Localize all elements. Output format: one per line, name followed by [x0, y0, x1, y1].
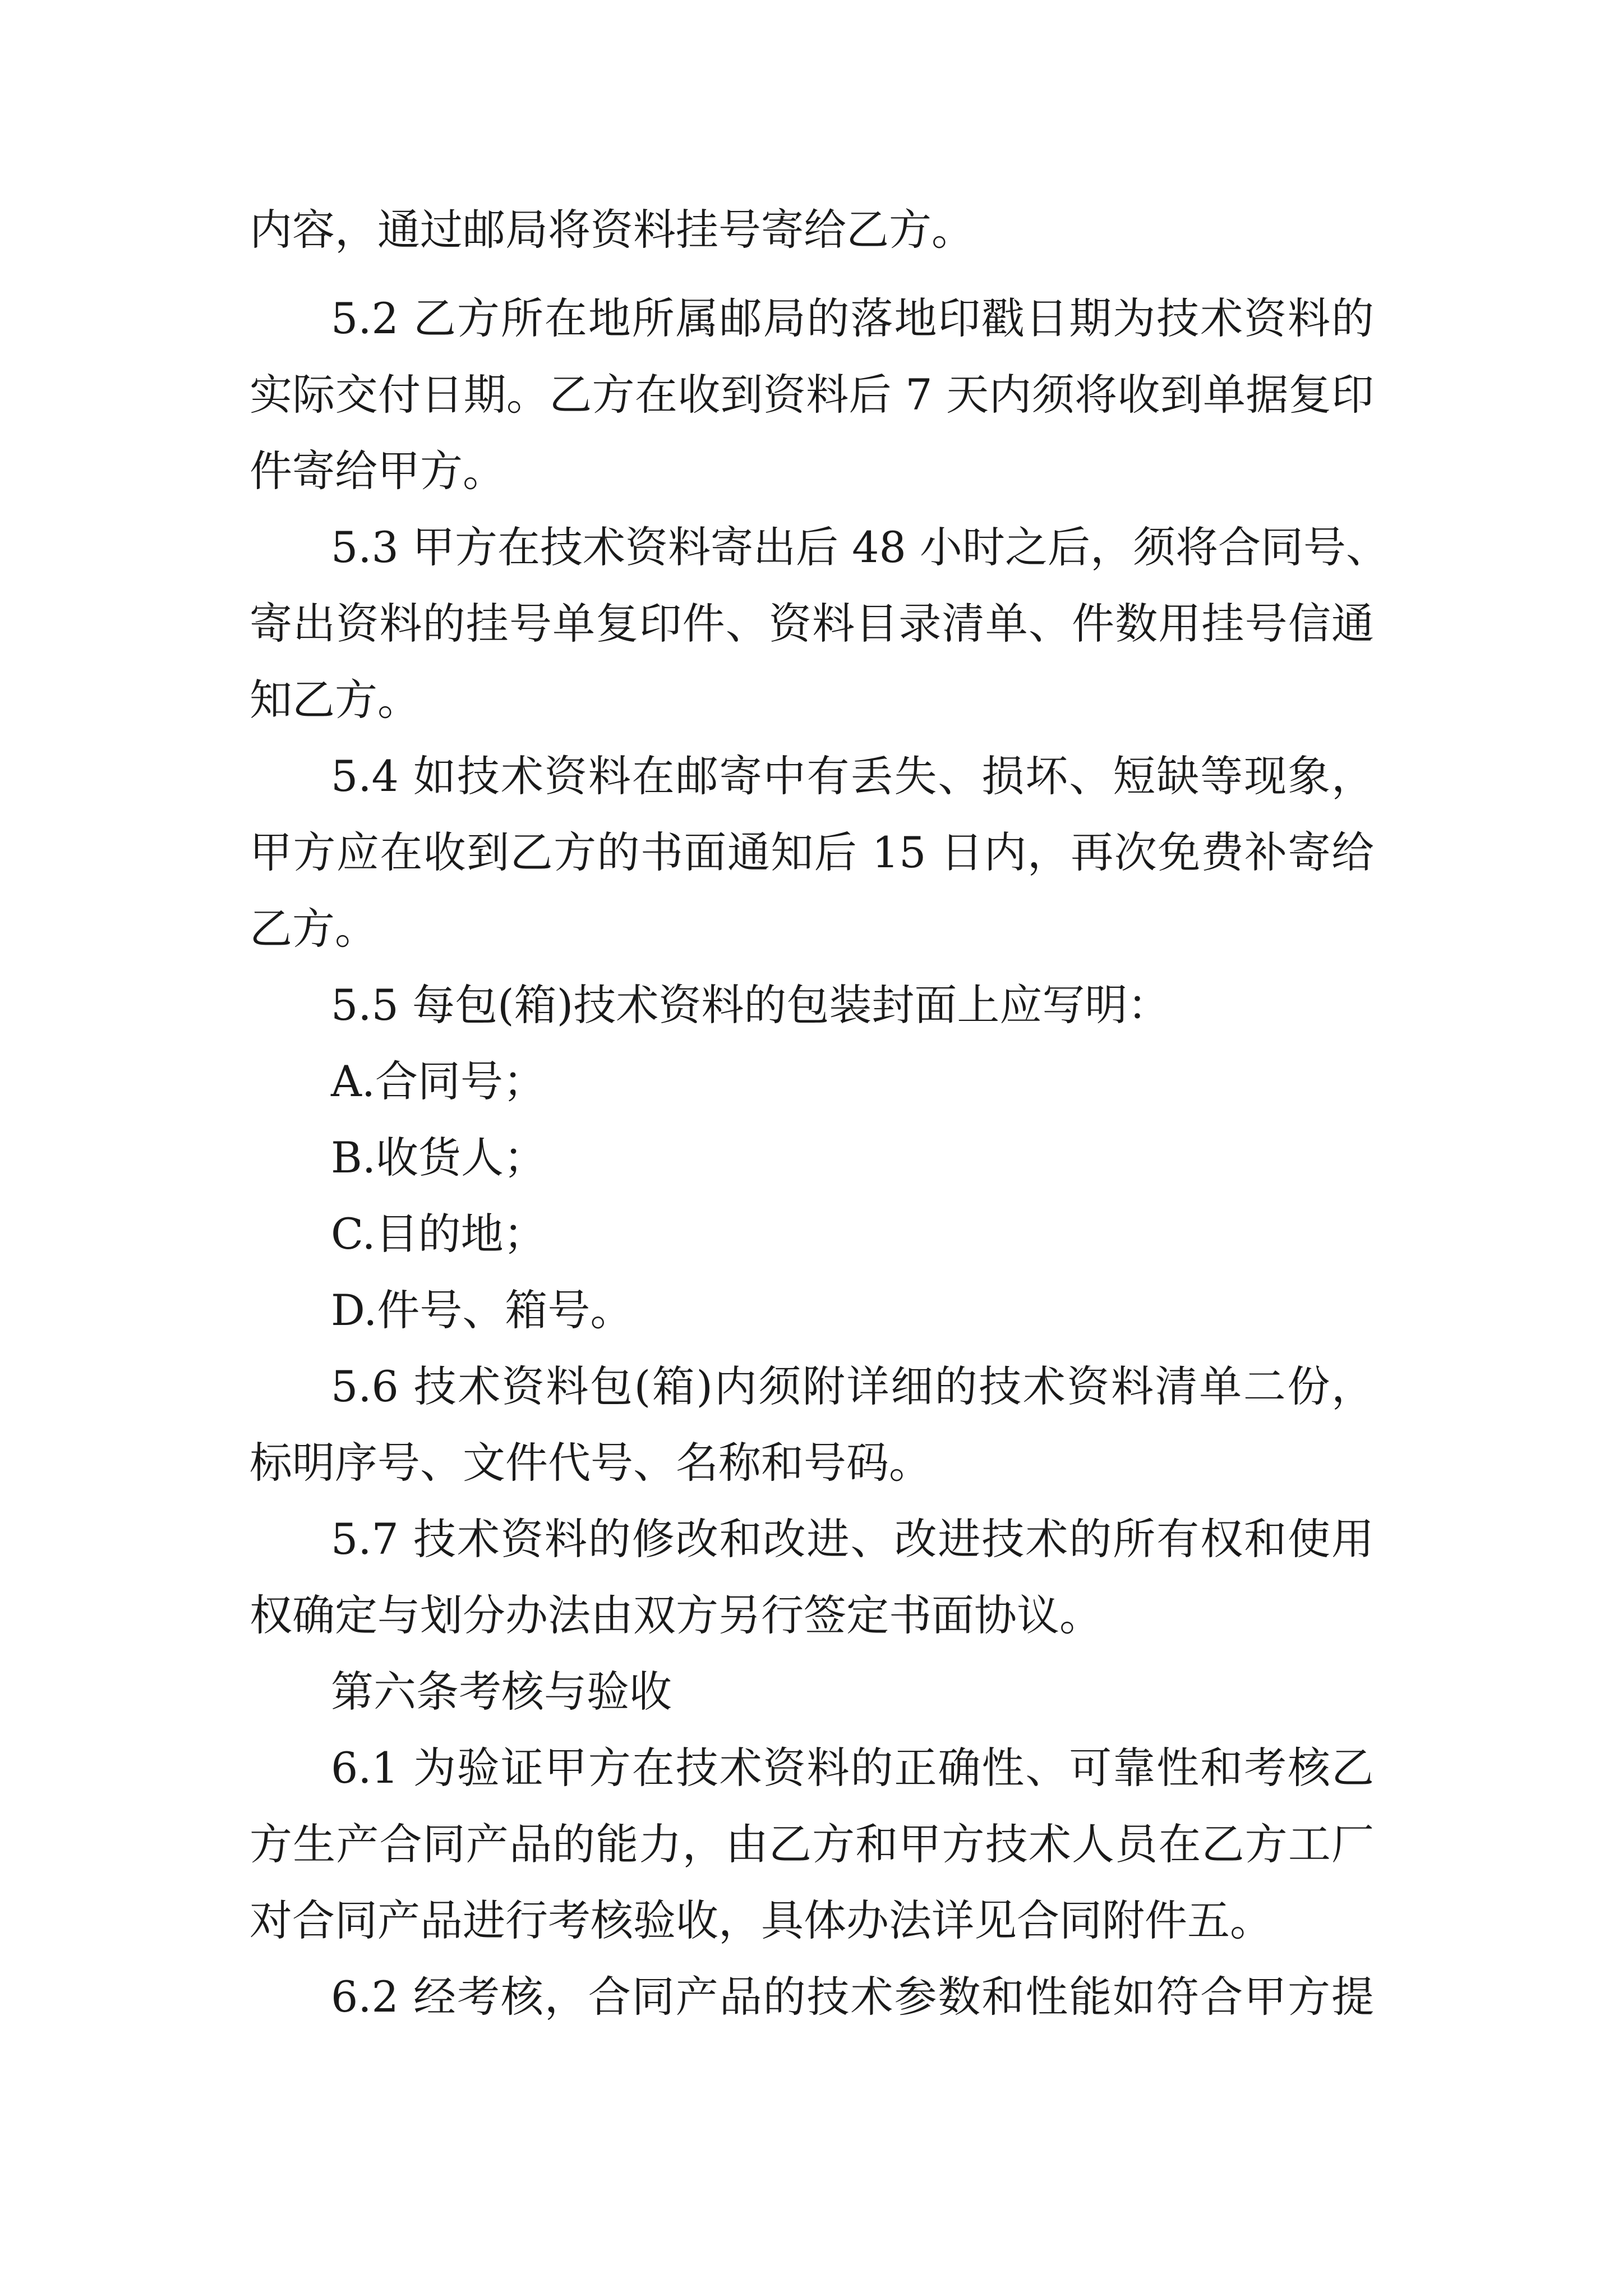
list-item-c: C.目的地； [331, 1209, 546, 1259]
clause-5-3: 5.3 甲方在技术资料寄出后 48 小时之后，须将合同号、 [331, 522, 1389, 572]
clause-5-5: 5.5 每包(箱)技术资料的包装封面上应写明： [331, 980, 1170, 1030]
text-line: 件寄给甲方。 [250, 446, 505, 496]
text-line: 知乙方。 [250, 675, 420, 725]
clause-6-2: 6.2 经考核，合同产品的技术参数和性能如符合甲方提 [331, 1972, 1374, 2022]
list-item-d: D.件号、箱号。 [331, 1285, 633, 1335]
text-line: 内容，通过邮局将资料挂号寄给乙方。 [250, 205, 974, 255]
clause-6-1: 6.1 为验证甲方在技术资料的正确性、可靠性和考核乙 [331, 1743, 1374, 1793]
text-line: 标明序号、文件代号、名称和号码。 [250, 1438, 932, 1488]
text-line: 乙方。 [250, 904, 377, 954]
clause-5-7: 5.7 技术资料的修改和改进、改进技术的所有权和使用 [331, 1514, 1374, 1564]
text-line: 甲方应在收到乙方的书面通知后 15 日内，再次免费补寄给 [250, 827, 1374, 877]
list-item-a: A.合同号； [331, 1056, 546, 1106]
clause-5-4: 5.4 如技术资料在邮寄中有丢失、损坏、短缺等现象， [331, 751, 1374, 801]
article-6-heading: 第六条考核与验收 [331, 1667, 672, 1717]
text-line: 实际交付日期。乙方在收到资料后 7 天内须将收到单据复印 [250, 370, 1374, 420]
list-item-b: B.收货人； [331, 1133, 547, 1182]
text-line: 权确定与划分办法由双方另行签定书面协议。 [250, 1590, 1102, 1640]
text-line: 对合同产品进行考核验收，具体办法详见合同附件五。 [250, 1895, 1272, 1945]
text-line: 方生产合同产品的能力，由乙方和甲方技术人员在乙方工厂 [250, 1819, 1374, 1869]
clause-5-2: 5.2 乙方所在地所属邮局的落地印戳日期为技术资料的 [331, 293, 1374, 343]
clause-5-6: 5.6 技术资料包(箱)内须附详细的技术资料清单二份， [331, 1361, 1374, 1411]
text-line: 寄出资料的挂号单复印件、资料目录清单、件数用挂号信通 [250, 599, 1374, 648]
